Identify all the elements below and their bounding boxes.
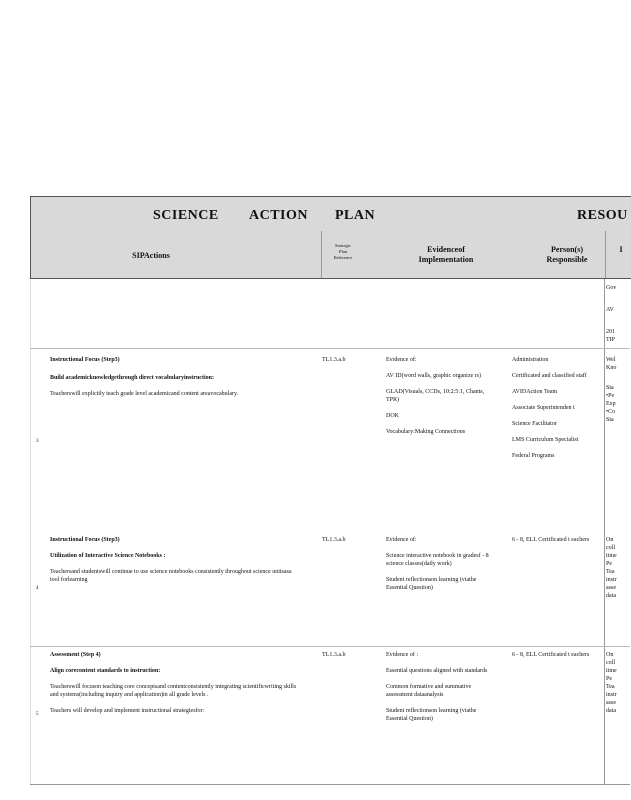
evidence-cell	[386, 651, 498, 731]
resource-fragment: time	[606, 668, 617, 674]
action-subheading: Align corecontent standards to instruction:	[50, 668, 161, 674]
row-number: 3	[36, 439, 39, 444]
title-science: SCIENCE	[153, 208, 219, 223]
resource-fragment: •Pe	[606, 393, 615, 399]
resource-fragment: data	[606, 708, 616, 714]
evidence-item: Student reflectionson learning (viathe Essential Question)	[386, 577, 477, 591]
strategic-ref: TL1.3.a.b	[322, 537, 346, 543]
evidence-item: Evidence of:	[386, 357, 417, 363]
col-strategic-line2: Plan	[338, 249, 347, 254]
resources-cell	[606, 536, 630, 600]
resource-fragment: asse	[606, 585, 616, 591]
evidence-item: Student reflectionson learning (viathe Essential Question)	[386, 708, 477, 722]
action-heading: Assessment (Step 4)	[50, 652, 101, 658]
evidence-item: Science interactive notebook in gradesf - 8 science classes(daily work)	[386, 553, 489, 567]
table-title-bar	[30, 196, 631, 232]
evidence-item: Vocabulary:Making Connections	[386, 429, 466, 435]
action-heading: Instructional Focus (Step3)	[50, 537, 120, 543]
resource-fragment: coll	[606, 545, 615, 551]
persons-cell	[512, 536, 600, 552]
evidence-cell	[386, 536, 498, 600]
top-row-resources	[606, 284, 630, 344]
resource-fragment: instr	[606, 577, 617, 583]
person-item: LMS Curriculum Specialist	[512, 437, 579, 443]
col-strategic-line3: Reference	[333, 255, 353, 260]
action-subheading: Utilization of Interactive Science Notebooks :	[50, 553, 166, 559]
resources-cell	[606, 651, 630, 715]
action-body: Teachersand studentswill continue to use science notebooks consistently throughout science unitsasa tool forlearning	[50, 569, 292, 583]
resource-fragment: 201	[606, 329, 615, 335]
resource-fragment: Pe	[606, 676, 612, 682]
person-item: Administration	[512, 357, 549, 363]
strategic-ref: TL1.3.a.b	[322, 357, 346, 363]
person-item: Associate Superintenden t	[512, 405, 575, 411]
col-evidence-line1: Evidenceof	[427, 245, 465, 254]
persons-cell	[512, 651, 600, 667]
row-number: 4	[36, 586, 39, 591]
resource-fragment: time	[606, 553, 617, 559]
persons-cell	[512, 356, 600, 468]
person-item: Science Facilitator	[512, 421, 557, 427]
col-evidence-line2: Implementation	[418, 255, 474, 264]
resource-fragment: TIP	[606, 337, 615, 343]
col-divider	[605, 231, 606, 278]
evidence-item: Common formative and summative assessment dataanalysis	[386, 684, 472, 698]
resource-fragment: Gov	[606, 285, 617, 291]
resource-fragment: Pe	[606, 561, 612, 567]
col-person-line1: Person(s)	[551, 245, 583, 254]
evidence-item: DOK	[386, 413, 399, 419]
evidence-item: Evidence of:	[386, 537, 417, 543]
resource-fragment: Sta	[606, 385, 614, 391]
resource-fragment: Kno	[606, 365, 617, 371]
action-body-2: Teachers will develop and implement instructional strategiesfor:	[50, 708, 205, 714]
resource-fragment: coll	[606, 660, 615, 666]
row-divider	[30, 348, 630, 349]
resource-fragment: asse	[606, 700, 616, 706]
strategic-ref: TL1.3.a.b	[322, 652, 346, 658]
person-item: AVIDAction Team	[512, 389, 558, 395]
action-subheading: Build academicknowledgethrough direct vocabularyinstruction:	[50, 375, 214, 381]
person-item: 6 - 8, ELL Certificated t eachers	[512, 652, 590, 658]
resources-cell	[606, 356, 630, 424]
evidence-cell	[386, 356, 498, 444]
sip-action-cell	[50, 356, 270, 406]
person-item: Federal Programs	[512, 453, 555, 459]
sip-action-cell	[50, 651, 300, 723]
resource-fragment: AV	[606, 307, 614, 313]
title-resources: RESOU	[577, 208, 628, 223]
action-heading: Instructional Focus (Step3)	[50, 357, 120, 363]
row-number: 5	[36, 712, 39, 717]
resource-fragment: On	[606, 652, 614, 658]
action-body: Teacherswill focuson teaching core conceptsand contentconsistently integrating scientificwriting skills and systems(including inquiry and application)in all grade levels .	[50, 684, 297, 698]
sip-action-cell	[50, 536, 300, 592]
column-header-row	[30, 231, 631, 279]
action-body: Teacherswill explicitly teach grade level academicand content areavocabulary.	[50, 391, 239, 397]
resource-fragment: On	[606, 537, 614, 543]
resource-fragment: Exp	[606, 401, 616, 407]
person-item: Certificated and classified staff	[512, 373, 587, 379]
resource-fragment: data	[606, 593, 616, 599]
col-strategic-line1: Strategic	[335, 243, 351, 248]
resource-fragment: Wel	[606, 357, 616, 363]
resource-fragment: Sta	[606, 417, 614, 423]
evidence-item: GLAD(Visuals, CCDs, 10:2:5:1, Chants, TPR)	[386, 389, 485, 403]
row-divider	[30, 646, 630, 647]
resource-fragment: •Co	[606, 409, 616, 415]
evidence-item: Evidence of :	[386, 652, 418, 658]
col-divider	[321, 231, 322, 278]
resource-fragment: Tea	[606, 569, 615, 575]
resource-fragment: instr	[606, 692, 617, 698]
person-item: 6 - 8, ELL Certificated t eachers	[512, 537, 590, 543]
col-divider	[604, 279, 605, 784]
evidence-item: Essential questions aligned with standards	[386, 668, 488, 674]
resource-fragment: Tea	[606, 684, 615, 690]
col-sip-actions: SIPActions	[132, 251, 170, 260]
col-person-line2: Responsible	[546, 255, 588, 264]
title-plan: PLAN	[335, 208, 376, 223]
row-divider	[30, 784, 630, 785]
table-left-edge	[30, 279, 31, 784]
col-resources-initial: I	[619, 245, 623, 254]
title-action: ACTION	[249, 208, 309, 223]
evidence-item: AV ID(word walls, graphic organize rs)	[386, 373, 481, 379]
